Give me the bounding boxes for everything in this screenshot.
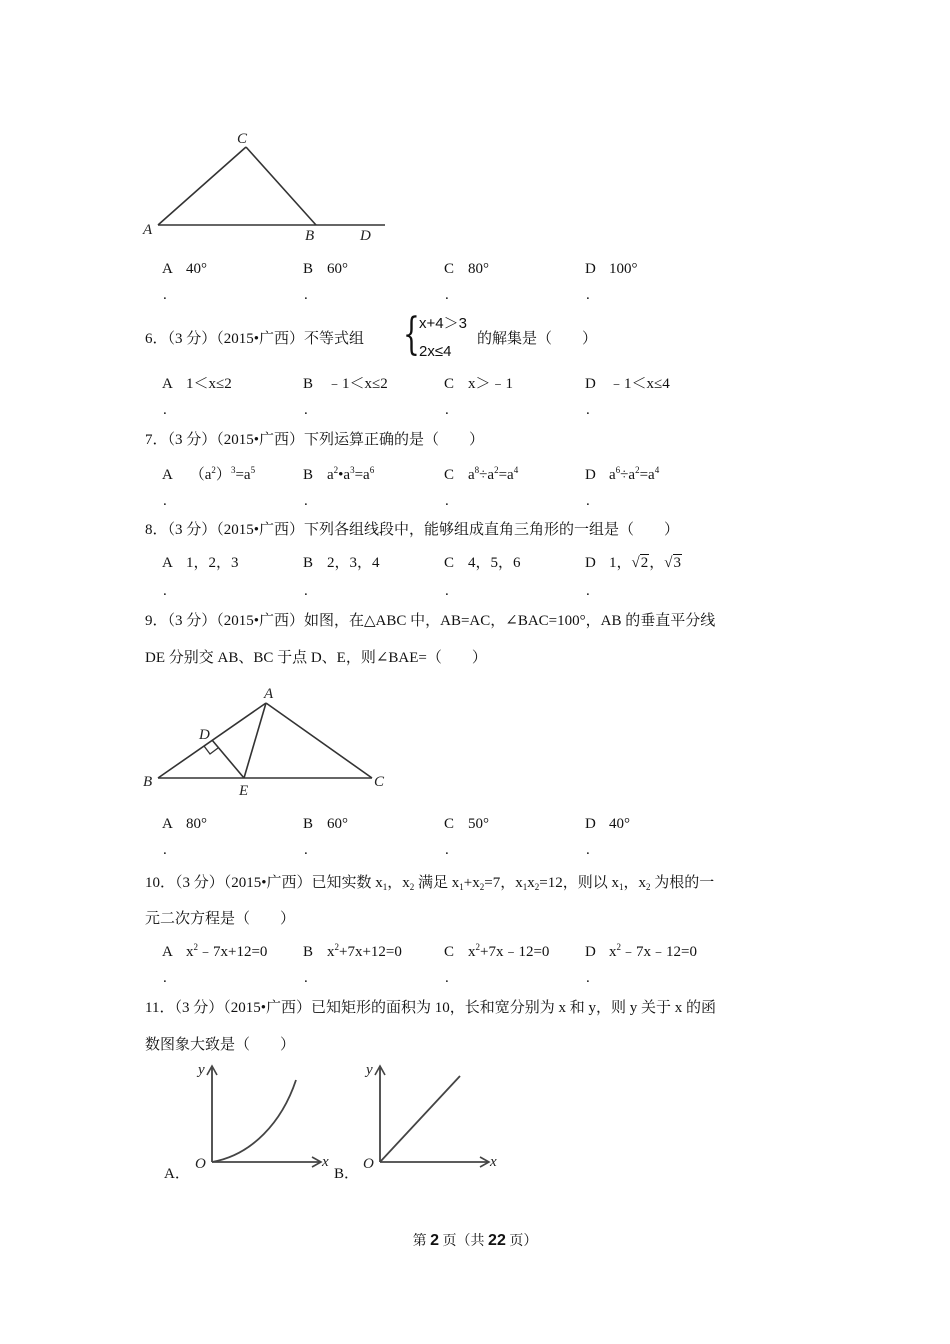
question-9-line2: DE 分别交 AB、BC 于点 D、E，则∠BAE=（ ）	[145, 650, 487, 666]
option-dot: .	[445, 493, 449, 509]
q8-option-b[interactable]: B 2，3，4	[303, 555, 380, 571]
page-total: 22	[488, 1232, 506, 1249]
q10-option-a[interactable]: A $x^2﹣7x+12=0$	[162, 942, 268, 960]
question-8: 8．（3 分）（2015•广西）下列各组线段中，能够组成直角三角形的一组是（ ）	[145, 522, 680, 538]
option-dot: .	[304, 970, 308, 986]
q9-label-e: E	[239, 783, 249, 799]
option-dot: .	[586, 402, 590, 418]
option-dot: .	[445, 287, 449, 303]
q5-option-a[interactable]: A 40°	[162, 261, 207, 277]
q5-label-c: C	[237, 131, 248, 147]
q5-option-b[interactable]: B 60°	[303, 261, 348, 277]
q9-triangle-figure	[140, 682, 400, 800]
option-dot: .	[586, 970, 590, 986]
q11-graph-b	[360, 1060, 505, 1175]
question-7: 7．（3 分）（2015•广西）下列运算正确的是（ ）	[145, 432, 485, 448]
q9-option-a[interactable]: A 80°	[162, 816, 207, 832]
q8-option-c[interactable]: C 4，5，6	[444, 555, 521, 571]
q11-graph-a	[192, 1060, 337, 1175]
option-dot: .	[445, 402, 449, 418]
q5-line-CB	[246, 147, 316, 225]
option-dot: .	[445, 583, 449, 599]
question-9-line1: 9．（3 分）（2015•广西）如图，在△ABC 中，AB=AC，∠BAC=100°，AB 的垂直平分线	[145, 613, 716, 629]
q7-option-c[interactable]: C $a^8\div a^2=a^4$	[444, 465, 519, 483]
q9-label-d: D	[199, 727, 210, 743]
q10-option-b[interactable]: B $x^2+7x+12=0$	[303, 942, 402, 960]
q5-option-d[interactable]: D 100°	[585, 261, 638, 277]
graph-b-y-label: y	[366, 1062, 373, 1078]
q6-system-line2: 2x≤4	[419, 343, 452, 360]
q6-tail: 的解集是（ ）	[477, 331, 598, 347]
graph-a-x-label: x	[322, 1154, 329, 1170]
graph-b-line	[380, 1076, 460, 1162]
question-10-line2: 元二次方程是（ ）	[145, 911, 296, 927]
option-dot: .	[163, 583, 167, 599]
q6-system-line1: x+4＞3	[419, 315, 467, 332]
question-11-line1: 11．（3 分）（2015•广西）已知矩形的面积为 10，长和宽分别为 x 和 y，则 y 关于 x 的函	[145, 1000, 716, 1016]
option-dot: .	[304, 583, 308, 599]
q5-triangle-figure	[138, 128, 398, 246]
q9-label-c: C	[374, 774, 385, 790]
q8-option-a[interactable]: A 1，2，3	[162, 555, 239, 571]
sqrt-3: √3	[664, 555, 681, 571]
graph-a-y-label: y	[198, 1062, 205, 1078]
q6-option-c[interactable]: C x＞﹣1	[444, 376, 514, 392]
option-dot: .	[586, 493, 590, 509]
q9-line-DE	[212, 740, 244, 778]
graph-b-origin-label: O	[363, 1156, 374, 1172]
q9-label-a: A	[264, 686, 274, 702]
option-dot: .	[586, 287, 590, 303]
q9-right-angle-mark	[204, 746, 218, 754]
option-dot: .	[586, 583, 590, 599]
option-dot: .	[163, 842, 167, 858]
option-dot: .	[445, 970, 449, 986]
q9-line-AE	[244, 703, 266, 778]
q10-option-c[interactable]: C $x^2+7x﹣12=0$	[444, 942, 550, 960]
graph-b-x-label: x	[490, 1154, 497, 1170]
option-dot: .	[304, 842, 308, 858]
q11-option-b-label[interactable]: B．	[334, 1166, 360, 1182]
q9-option-b[interactable]: B 60°	[303, 816, 348, 832]
q8-option-d[interactable]: D 1，√2，√3	[585, 555, 681, 571]
q11-option-a-label[interactable]: A．	[164, 1166, 190, 1182]
option-dot: .	[445, 842, 449, 858]
question-6: 6．（3 分）（2015•广西）不等式组	[145, 331, 365, 347]
q6-option-a[interactable]: A 1＜x≤2	[162, 376, 232, 392]
q5-label-a: A	[143, 222, 153, 238]
option-dot: .	[304, 402, 308, 418]
option-dot: .	[586, 842, 590, 858]
option-dot: .	[163, 287, 167, 303]
q6-option-b[interactable]: B ﹣1＜x≤2	[303, 376, 388, 392]
option-dot: .	[163, 493, 167, 509]
q9-label-b: B	[143, 774, 153, 790]
graph-a-origin-label: O	[195, 1156, 206, 1172]
q6-option-d[interactable]: D ﹣1＜x≤4	[585, 376, 670, 392]
option-dot: .	[304, 287, 308, 303]
graph-a-curve	[212, 1080, 296, 1162]
q5-label-b: B	[305, 228, 315, 244]
page-footer: 第 2 页（共 22 页）	[412, 1232, 538, 1249]
q9-option-c[interactable]: C 50°	[444, 816, 489, 832]
option-dot: .	[304, 493, 308, 509]
option-dot: .	[163, 970, 167, 986]
sqrt-2: √2	[631, 555, 649, 571]
q10-option-d[interactable]: D $x^2﹣7x﹣12=0$	[585, 942, 697, 960]
q5-label-d: D	[360, 228, 371, 244]
q7-option-b[interactable]: B $a^2•a^3=a^6$	[303, 465, 375, 483]
q5-line-AC	[158, 147, 246, 225]
q5-option-c[interactable]: C 80°	[444, 261, 489, 277]
option-dot: .	[163, 402, 167, 418]
q6-brace: {	[403, 309, 420, 360]
q9-option-d[interactable]: D 40°	[585, 816, 630, 832]
q9-line-AC	[266, 703, 372, 778]
question-11-line2: 数图象大致是（ ）	[145, 1037, 296, 1053]
q7-option-d[interactable]: D $a^6\div a^2=a^4$	[585, 465, 660, 483]
page-number: 2	[430, 1232, 440, 1249]
question-10-line1: 10．（3 分）（2015•广西）已知实数 $x_1$，$x_2$ 满足 $x_1+x_2=7$，$x_1x_2=12$，则以 $x_1$，$x_2$ 为根的一	[145, 875, 715, 892]
q7-option-a[interactable]: A $(a^2)^3=a^5$	[162, 465, 256, 483]
